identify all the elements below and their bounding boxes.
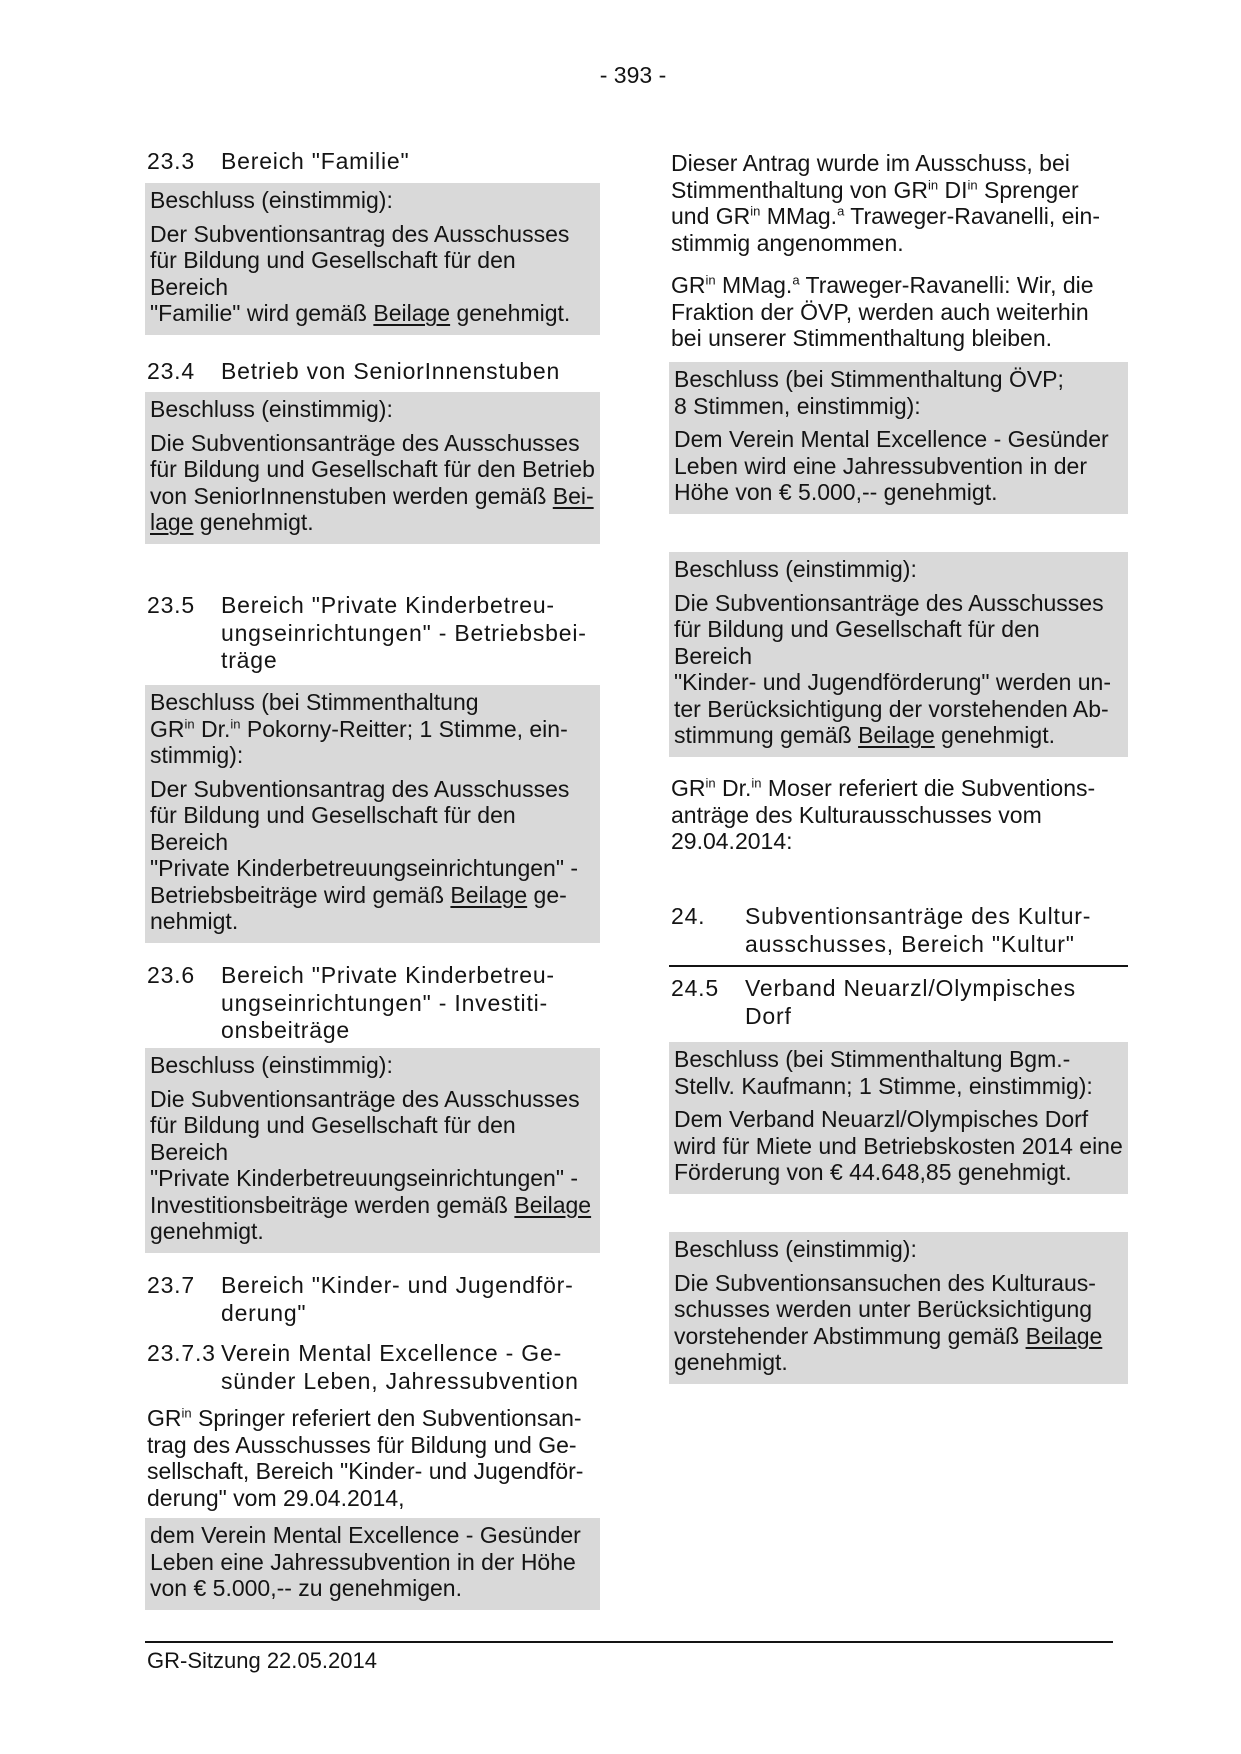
- heading-title: Betrieb von SeniorInnenstuben: [221, 358, 561, 384]
- heading-title: Bereich "Private Kinderbetreu- ungseinrichtungen" - Betriebsbei- träge: [221, 592, 587, 673]
- heading-number: 23.3: [147, 148, 195, 174]
- paragraph-moser-referat: $GR^{in}$ Dr.$^{in}$ Moser referiert die Subventions- anträge des Kulturausschusses vom 29.04.2014:: [671, 775, 1096, 854]
- heading-title: Subventionsanträge des Kultur- ausschusses, Bereich "Kultur": [745, 903, 1092, 957]
- resolution-block-23-6: [145, 1048, 600, 1253]
- heading-number: 23.5: [147, 592, 195, 618]
- heading-number: 23.7.3: [147, 1340, 216, 1366]
- resolution-body: Die Subventionsanträge des Ausschusses für Bildung und Gesellschaft für den Bereich "Kinder- und Jugendförderung" werden un- ter Berücksichtigung der vorstehenden Ab- stimmung gemäß Beilage genehmigt.: [674, 589, 1111, 748]
- page-number: - 393 -: [599, 62, 667, 88]
- resolution-block-kulturausschuss: [669, 1232, 1128, 1384]
- resolution-block-23-4: [145, 392, 600, 544]
- section-heading-23-3: [145, 148, 600, 176]
- resolution-head: Beschluss (einstimmig):: [674, 1236, 917, 1262]
- resolution-head: Beschluss (bei Stimmenthaltung Bgm.- Stellv. Kaufmann; 1 Stimme, einstimmig):: [674, 1046, 1093, 1099]
- paragraph-antrag-angenommen: Dieser Antrag wurde im Ausschuss, bei Stimmenthaltung von $GR^{in}$ $DI^{in}$ Sprenger und $GR^{in}$ MMag.$^a$ Traweger-Ravanelli, ein- stimmig angenommen.: [671, 150, 1100, 256]
- motion-block-verein-mental-excellence: dem Verein Mental Excellence - Gesünder Leben eine Jahressubvention in der Höhe von € 5.000,-- zu genehmigen.: [145, 1518, 600, 1610]
- resolution-block-23-5: [145, 685, 600, 943]
- resolution-body: Der Subventionsantrag des Ausschusses für Bildung und Gesellschaft für den Bereich "Private Kinderbetreuungseinrichtungen" - Betriebsbeiträge wird gemäß Beilage ge- nehmigt.: [150, 775, 579, 934]
- section-heading-23-4: [145, 358, 600, 386]
- heading-title: Verband Neuarzl/Olympisches Dorf: [745, 975, 1076, 1029]
- resolution-head: Beschluss (einstimmig):: [674, 556, 917, 582]
- resolution-head: Beschluss (bei Stimmenthaltung ÖVP; 8 Stimmen, einstimmig):: [674, 366, 1064, 419]
- section-heading-23-7: [145, 1272, 600, 1327]
- left-column: [145, 0, 600, 1700]
- heading-title: Bereich "Private Kinderbetreu- ungseinrichtungen" - Investiti- onsbeiträge: [221, 962, 555, 1043]
- heading-number: 23.6: [147, 962, 195, 988]
- resolution-head: Beschluss (einstimmig):: [150, 1052, 393, 1078]
- section-heading-23-5: [145, 592, 600, 675]
- heading-number: 23.7: [147, 1272, 195, 1298]
- heading-number: 24.5: [671, 975, 719, 1001]
- resolution-body: Dem Verein Mental Excellence - Gesünder Leben wird eine Jahressubvention in der Höhe von € 5.000,-- genehmigt.: [674, 426, 1109, 505]
- resolution-body: Der Subventionsantrag des Ausschusses für Bildung und Gesellschaft für den Bereich "Familie" wird gemäß Beilage genehmigt.: [150, 220, 571, 326]
- section-heading-24: [669, 903, 1128, 967]
- resolution-body: Dem Verband Neuarzl/Olympisches Dorf wird für Miete und Betriebskosten 2014 eine Förderung von € 44.648,85 genehmigt.: [674, 1106, 1123, 1185]
- resolution-head: Beschluss (einstimmig):: [150, 396, 393, 422]
- section-heading-23-6: [145, 962, 600, 1045]
- right-column: [669, 0, 1128, 1700]
- resolution-block-kinder-jugendfoerderung: [669, 552, 1128, 757]
- footer-rule: [145, 1641, 1113, 1643]
- heading-title: Verein Mental Excellence - Ge- sünder Leben, Jahressubvention: [221, 1340, 579, 1394]
- resolution-body: Die Subventionsanträge des Ausschusses für Bildung und Gesellschaft für den Bereich "Private Kinderbetreuungseinrichtungen" - Investitionsbeiträge werden gemäß Beilage genehmigt.: [150, 1085, 592, 1244]
- resolution-block-23-3: [145, 183, 600, 335]
- heading-number: 23.4: [147, 358, 195, 384]
- paragraph-traweger-statement: $GR^{in}$ MMag.$^a$ Traweger-Ravanelli: Wir, die Fraktion der ÖVP, werden auch weiterhin bei unserer Stimmenthaltung bleiben.: [671, 272, 1094, 351]
- heading-number: 24.: [671, 903, 706, 929]
- heading-title: Bereich "Kinder- und Jugendför- derung": [221, 1272, 574, 1326]
- resolution-head: Beschluss (bei Stimmenthaltung $GR^{in}$ Dr.$^{in}$ Pokorny-Reitter; 1 Stimme, ein- stimmig):: [150, 689, 568, 768]
- resolution-body: Die Subventionsansuchen des Kulturaus- schusses werden unter Berücksichtigung vorstehender Abstimmung gemäß Beilage genehmigt.: [674, 1269, 1103, 1375]
- footer-text: GR-Sitzung 22.05.2014: [147, 1648, 377, 1673]
- heading-title: Bereich "Familie": [221, 148, 410, 174]
- section-heading-24-5: [669, 975, 1128, 1030]
- resolution-body: Die Subventionsanträge des Ausschusses für Bildung und Gesellschaft für den Betrieb von SeniorInnenstuben werden gemäß Bei- lage genehmigt.: [150, 429, 595, 535]
- section-heading-23-7-3: [145, 1340, 600, 1395]
- resolution-head: Beschluss (einstimmig):: [150, 187, 393, 213]
- resolution-block-verband-neuarzl: [669, 1042, 1128, 1194]
- resolution-block-oevp-stimmenthaltung: [669, 362, 1128, 514]
- paragraph-springer-referat: $GR^{in}$ Springer referiert den Subventionsan- trag des Ausschusses für Bildung und Ge- sellschaft, Bereich "Kinder- und Jugendför- derung" vom 29.04.2014,: [147, 1405, 584, 1511]
